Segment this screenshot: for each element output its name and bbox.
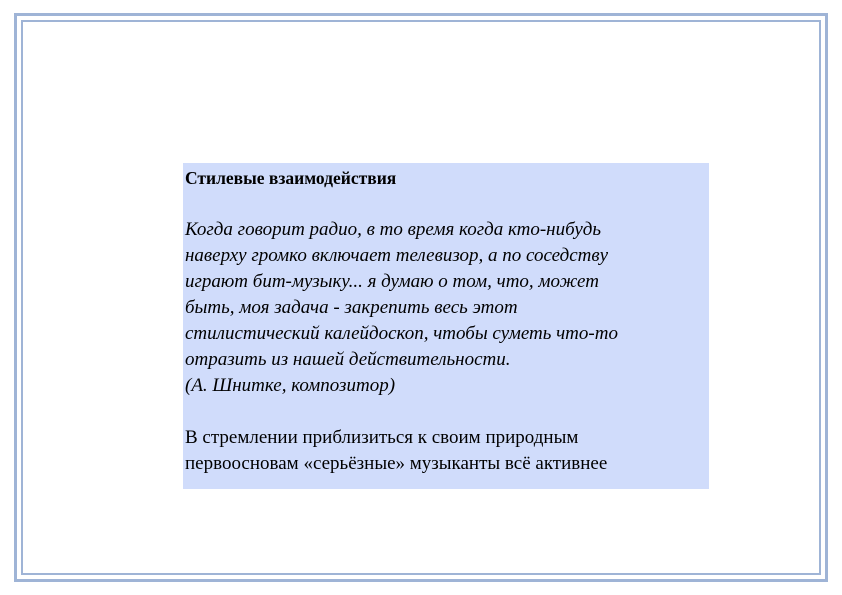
spacer <box>185 399 709 425</box>
quote-text: Когда говорит радио, в то время когда кто-нибудь наверху громко включает телевизор, а по соседству играют бит-музыку... я думаю о том, что, может быть, моя задача - закрепить весь этот стилистический калейдоскоп, чтобы суметь что-то отразить из нашей действительности. <box>185 219 618 370</box>
spacer <box>185 190 709 217</box>
section-heading: Стилевые взаимодействия <box>185 168 397 188</box>
text-box <box>183 163 709 489</box>
body-paragraph: В стремлении приблизиться к своим природным первоосновам «серьёзные» музыканты всё активнее <box>185 427 608 474</box>
quote-author: (А. Шнитке, композитор) <box>185 375 396 396</box>
